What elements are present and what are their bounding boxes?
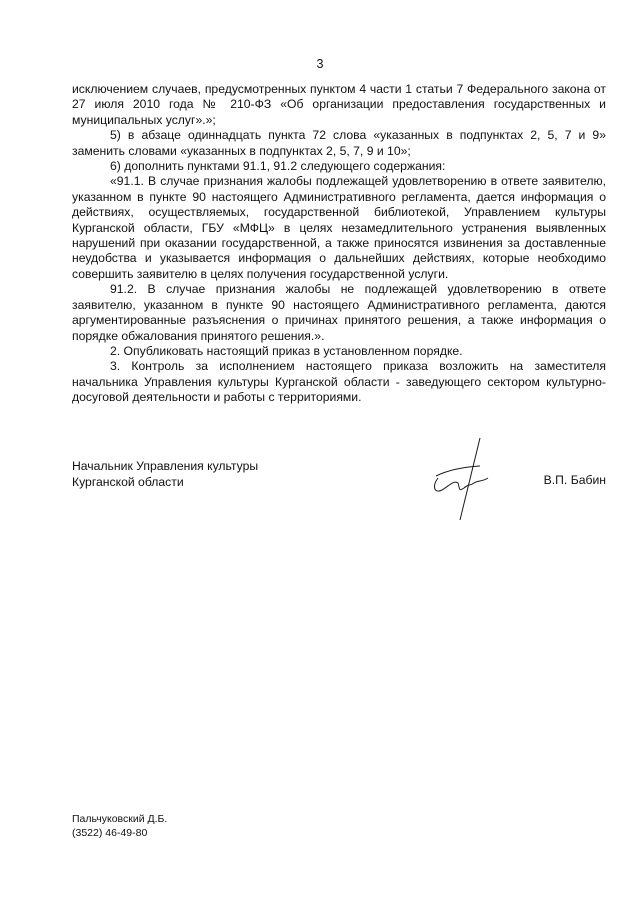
paragraph-item-6: 6) дополнить пунктами 91.1, 91.2 следующего содержания:: [110, 159, 446, 174]
paragraph-item-5: 5) в абзаце одиннадцать пункта 72 слова «указанных в подпунктах 2, 5, 7 и 9» заменить словами «указанных в подпунктах 2, 5, 7, 9 и 10»;: [72, 128, 606, 158]
signatory-title: [72, 458, 258, 490]
paragraph-point-2: 2. Опубликовать настоящий приказ в установленном порядке.: [110, 343, 463, 358]
paragraph-continuation: исключением случаев, предусмотренных пунктом 4 части 1 статьи 7 Федерального закона от 27 июля 2010 года № 210-ФЗ «Об организации предоставления государственных и муниципальных услуг».»;: [72, 82, 606, 127]
executor-info: [72, 813, 167, 840]
document-body: [72, 82, 606, 406]
signatory-name: В.П. Бабин: [543, 473, 606, 487]
executor-name: Пальчуковский Д.Б.: [72, 813, 168, 825]
signature-block: [72, 458, 606, 518]
handwritten-signature: [428, 436, 494, 522]
paragraph-91-1: «91.1. В случае признания жалобы подлежащей удовлетворению в ответе заявителю, указанном в пункте 90 настоящего Административного регламента, дается информация о действиях, осуществляемых, государственной библиотекой, Управлением культуры Курганской области, ГБУ «МФЦ» в целях незамедлительного устранения выявленных нарушений при оказании государственной, а также приносятся извинения за доставленные неудобства и указывается информация о дальнейших действиях, которые необходимо совершить заявителю в целях получения государственной услуги.: [72, 174, 606, 281]
paragraph-point-3: 3. Контроль за исполнением настоящего приказа возложить на заместителя начальника Управления культуры Курганской области - заведующего сектором культурно-досуговой деятельности и работы с территориями.: [72, 359, 606, 405]
signatory-title-line-1: Начальник Управления культуры: [72, 459, 259, 473]
signatory-title-line-2: Курганской области: [72, 475, 184, 490]
executor-phone: (3522) 46-49-80: [72, 826, 148, 839]
page-number: 3: [316, 57, 324, 71]
paragraph-91-2: 91.2. В случае признания жалобы не подлежащей удовлетворению в ответе заявителю, указанном в пункте 90 настоящего Административного регламента, даются аргументированные разъяснения о причинах принятого решения, а также информация о порядке обжалования принятого решения.».: [72, 282, 606, 343]
